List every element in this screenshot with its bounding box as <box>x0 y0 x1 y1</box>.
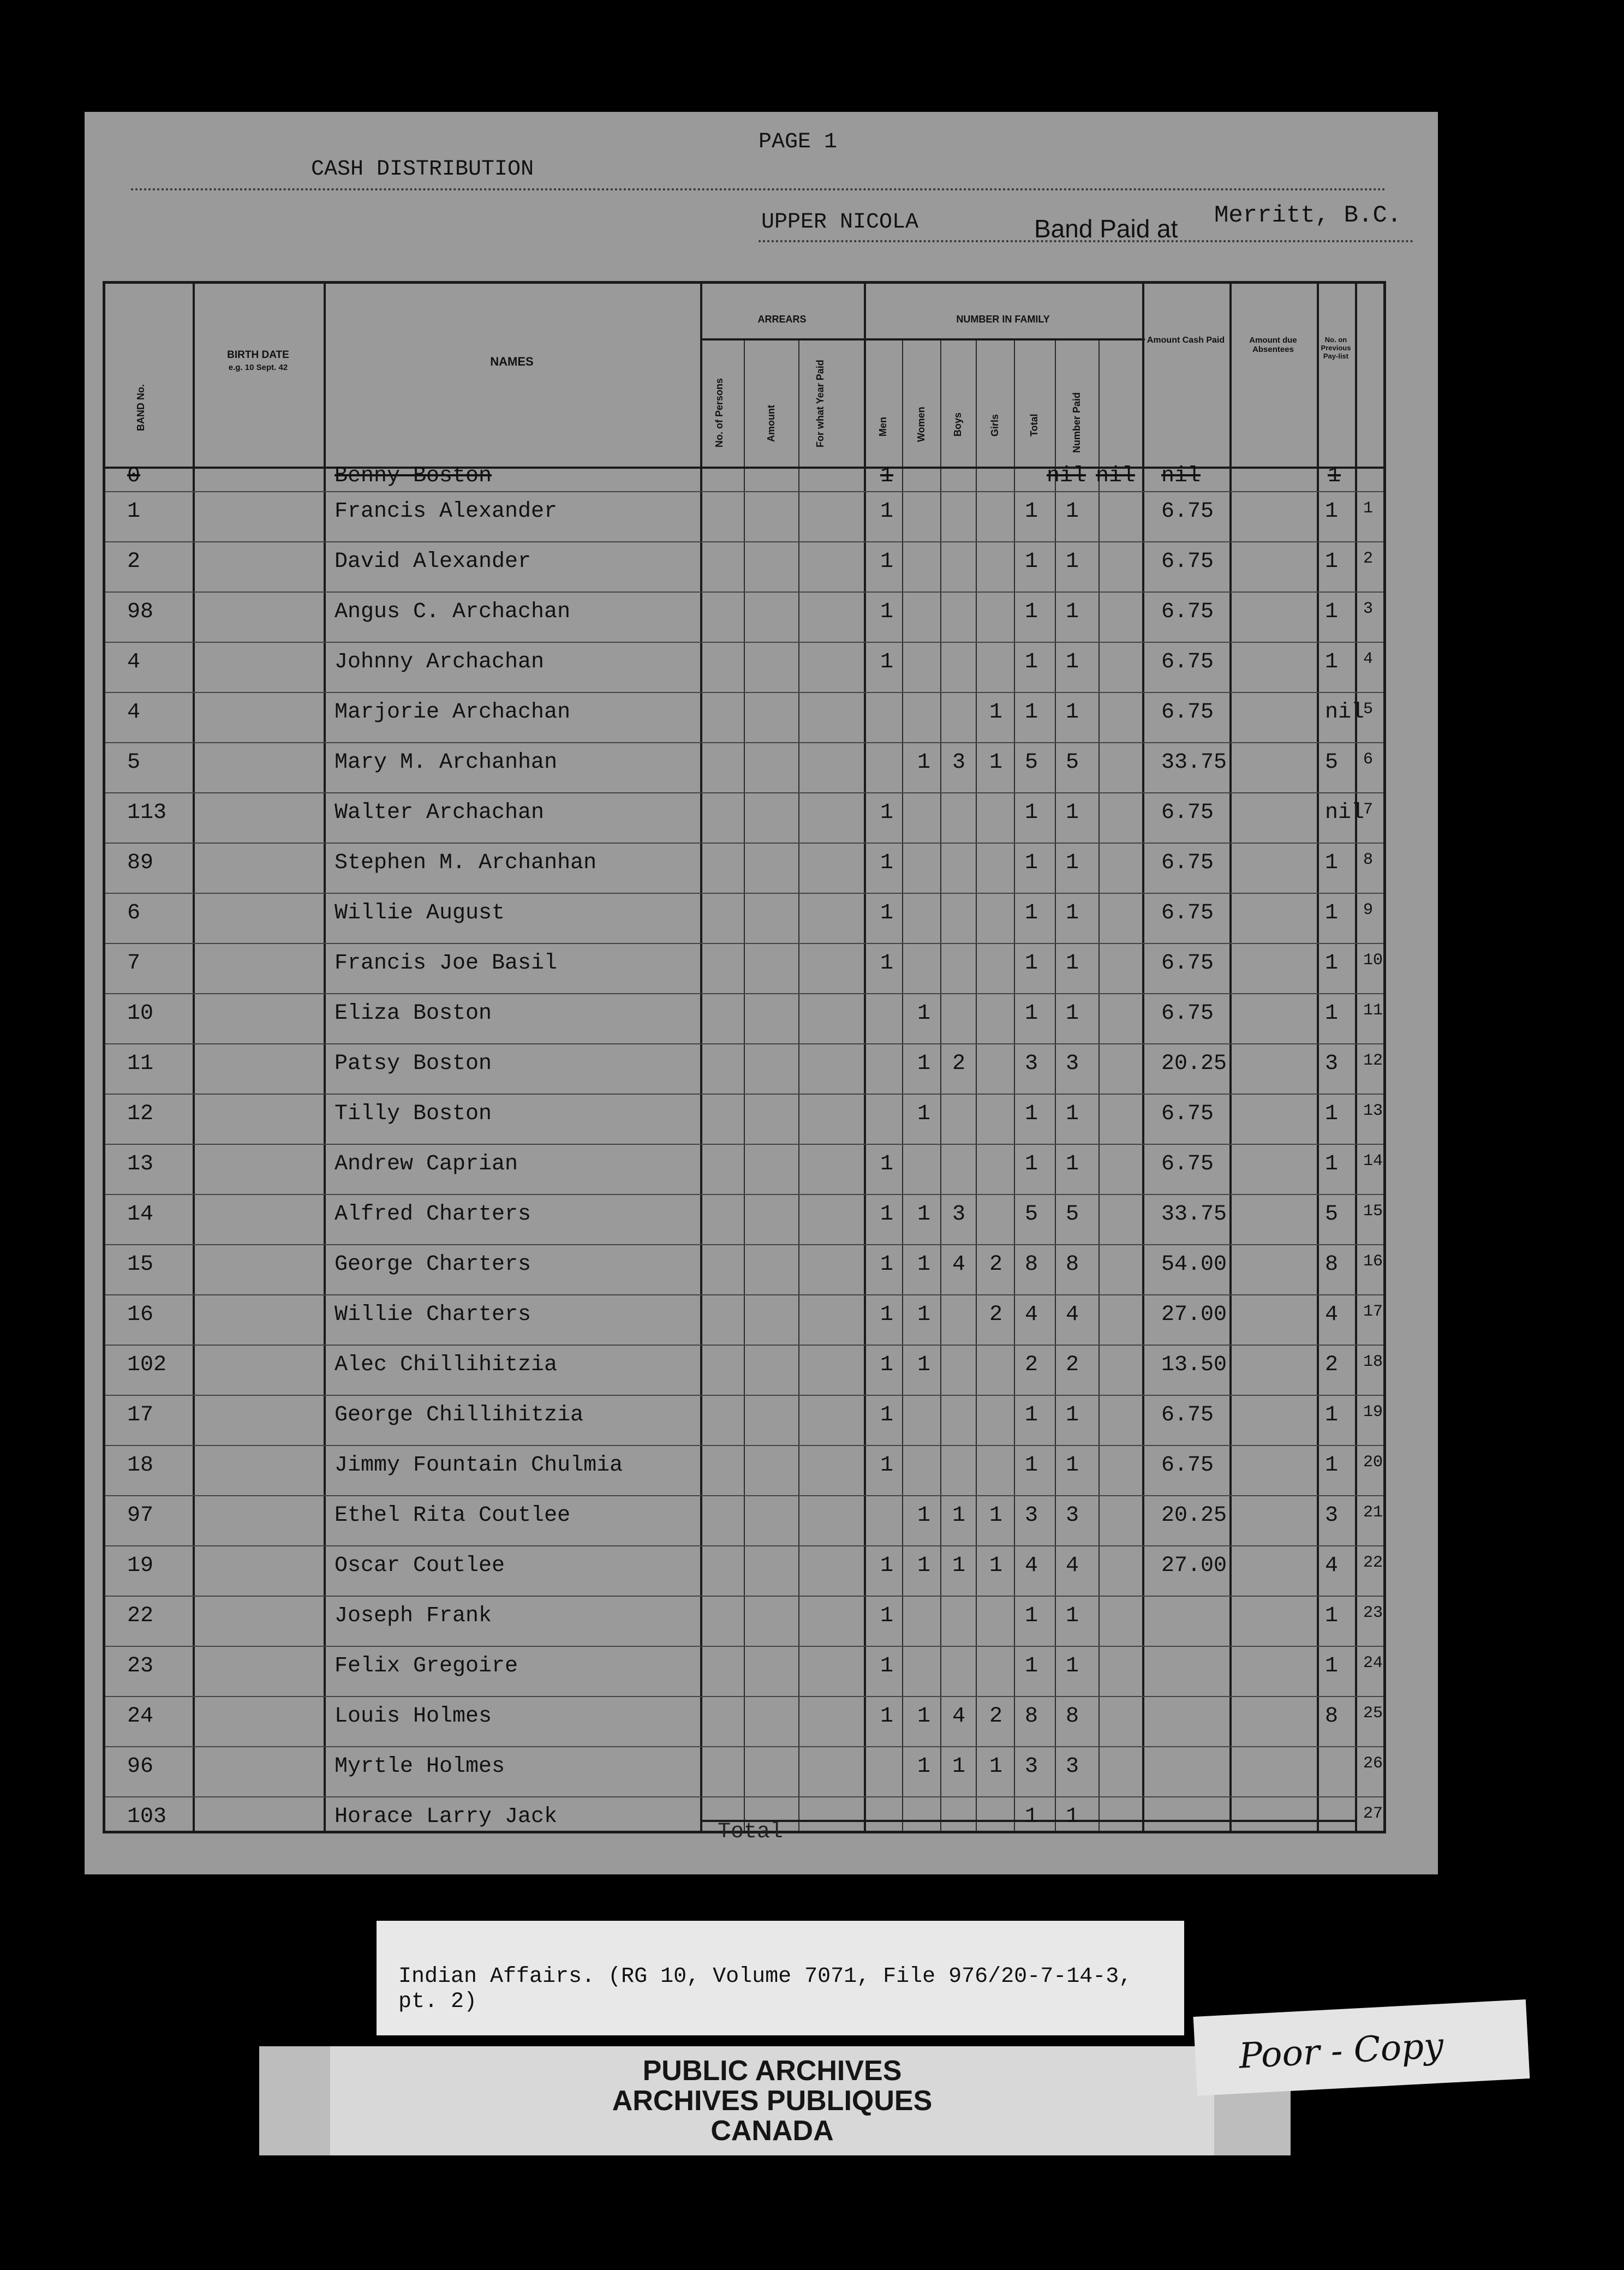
line-number: 22 <box>1363 1554 1383 1572</box>
number-paid: 1 <box>1066 1805 1079 1829</box>
women-count: 1 <box>917 1252 931 1277</box>
member-name: Francis Joe Basil <box>335 951 558 976</box>
total-count: 5 <box>1025 1202 1038 1227</box>
archives-line-1: PUBLIC ARCHIVES <box>642 2055 902 2087</box>
girls-count: 1 <box>989 700 1003 725</box>
member-name: Joseph Frank <box>335 1604 492 1628</box>
number-paid: 1 <box>1066 1453 1079 1478</box>
col-boys: Boys <box>952 412 963 437</box>
cash-paid: 6.75 <box>1161 1152 1214 1176</box>
member-name: Johnny Archachan <box>335 650 545 674</box>
previous-paylist: 1 <box>1325 600 1339 624</box>
boys-count: 1 <box>952 1754 966 1779</box>
men-count: 1 <box>880 1554 894 1578</box>
total-count: 5 <box>1025 750 1038 775</box>
cash-paid: 6.75 <box>1161 549 1214 574</box>
member-name: Horace Larry Jack <box>335 1805 558 1829</box>
previous-paylist: 2 <box>1325 1353 1339 1377</box>
men-count: 1 <box>880 1303 894 1327</box>
member-name: Walter Archachan <box>335 801 545 825</box>
cash-paid: 33.75 <box>1161 750 1227 775</box>
col-total: Total <box>1029 414 1040 437</box>
total-count: 1 <box>1025 1805 1038 1829</box>
line-number: 27 <box>1363 1805 1383 1823</box>
boys-count: 4 <box>952 1252 966 1277</box>
boys-count: 3 <box>952 1202 966 1227</box>
member-name: Francis Alexander <box>335 499 558 524</box>
number-paid: 1 <box>1066 951 1079 976</box>
line-number: 3 <box>1363 600 1374 618</box>
number-paid: 5 <box>1066 1202 1079 1227</box>
number-paid: 2 <box>1066 1353 1079 1377</box>
total-count: 1 <box>1025 1403 1038 1427</box>
cash-paid: 6.75 <box>1161 1001 1214 1026</box>
total-count: 1 <box>1025 901 1038 925</box>
total-count: 4 <box>1025 1554 1038 1578</box>
number-paid: 1 <box>1066 851 1079 875</box>
band-number: 22 <box>127 1604 154 1628</box>
girls-count: 2 <box>989 1303 1003 1327</box>
cash-paid: 27.00 <box>1161 1303 1227 1327</box>
number-paid: 1 <box>1066 801 1079 825</box>
boys-count: 4 <box>952 1704 966 1729</box>
men-count: 1 <box>880 1453 894 1478</box>
paid-at-value: Merritt, B.C. <box>1214 202 1402 229</box>
previous-paylist: 3 <box>1325 1052 1339 1076</box>
total-count: 8 <box>1025 1704 1038 1729</box>
band-number: 1 <box>127 499 141 524</box>
band-number: 11 <box>127 1052 154 1076</box>
men-count: 1 <box>880 1152 894 1176</box>
band-number: 97 <box>127 1503 154 1528</box>
previous-paylist: 1 <box>1325 1403 1339 1427</box>
member-name: Alfred Charters <box>335 1202 532 1227</box>
total-count: 1 <box>1025 549 1038 574</box>
total-count: 1 <box>1025 1654 1038 1678</box>
number-paid: 3 <box>1066 1052 1079 1076</box>
line-number: 24 <box>1363 1654 1383 1672</box>
previous-paylist: nil <box>1325 700 1365 725</box>
girls-count: 2 <box>989 1704 1003 1729</box>
number-paid: 1 <box>1066 700 1079 725</box>
previous-paylist: 1 <box>1325 1001 1339 1026</box>
total-count: 1 <box>1025 1604 1038 1628</box>
line-number: 18 <box>1363 1353 1383 1371</box>
women-count: 1 <box>917 1704 931 1729</box>
cash-paid: 27.00 <box>1161 1554 1227 1578</box>
band-number: 23 <box>127 1654 154 1678</box>
previous-paylist: 4 <box>1325 1303 1339 1327</box>
col-girls: Girls <box>989 414 1000 437</box>
line-number: 5 <box>1363 700 1374 719</box>
member-name: Andrew Caprian <box>335 1152 518 1176</box>
cash-paid: 20.25 <box>1161 1503 1227 1528</box>
band-number: 2 <box>127 549 141 574</box>
member-name: Marjorie Archachan <box>335 700 571 725</box>
cash-paid: 6.75 <box>1161 700 1214 725</box>
member-name: Willie August <box>335 901 505 925</box>
page-number: PAGE 1 <box>759 130 838 154</box>
line-number: 19 <box>1363 1403 1383 1421</box>
men-count: 1 <box>880 851 894 875</box>
total-count: 1 <box>1025 1453 1038 1478</box>
member-name: Patsy Boston <box>335 1052 492 1076</box>
archives-line-2: ARCHIVES PUBLIQUES <box>612 2085 933 2117</box>
women-count: 1 <box>917 1052 931 1076</box>
boys-count: 2 <box>952 1052 966 1076</box>
col-men: Men <box>877 417 888 437</box>
number-paid: 1 <box>1066 600 1079 624</box>
band-number: 98 <box>127 600 154 624</box>
band-number: 14 <box>127 1202 154 1227</box>
member-name: Oscar Coutlee <box>335 1554 505 1578</box>
member-name: Alec Chillihitzia <box>335 1353 558 1377</box>
girls-count: 1 <box>989 1554 1003 1578</box>
number-paid: 4 <box>1066 1303 1079 1327</box>
number-paid: 3 <box>1066 1754 1079 1779</box>
band-number: 13 <box>127 1152 154 1176</box>
line-number: 9 <box>1363 901 1374 919</box>
previous-paylist: 1 <box>1325 650 1339 674</box>
band-number: 16 <box>127 1303 154 1327</box>
band-number: 7 <box>127 951 141 976</box>
cash-paid: 6.75 <box>1161 499 1214 524</box>
band-number: 18 <box>127 1453 154 1478</box>
previous-paylist: 1 <box>1325 1604 1339 1628</box>
women-count: 1 <box>917 1503 931 1528</box>
line-number: 26 <box>1363 1754 1383 1773</box>
previous-paylist: 1 <box>1325 1453 1339 1478</box>
line-number: 15 <box>1363 1202 1383 1221</box>
girls-count: 1 <box>989 1754 1003 1779</box>
band-name: UPPER NICOLA <box>761 210 919 235</box>
men-count: 1 <box>880 951 894 976</box>
total-count: 1 <box>1025 650 1038 674</box>
total-count: 1 <box>1025 851 1038 875</box>
cash-paid: 6.75 <box>1161 1453 1214 1478</box>
band-number: 113 <box>127 801 167 825</box>
previous-paylist: 1 <box>1325 499 1339 524</box>
band-number: 6 <box>127 901 141 925</box>
cash-paid: 6.75 <box>1161 650 1214 674</box>
girls-count: 2 <box>989 1252 1003 1277</box>
col-arrears-persons: No. of Persons <box>714 378 725 447</box>
total-count: 1 <box>1025 700 1038 725</box>
member-name: Eliza Boston <box>335 1001 492 1026</box>
men-count: 1 <box>880 1654 894 1678</box>
women-count: 1 <box>917 1754 931 1779</box>
line-number: 13 <box>1363 1102 1383 1120</box>
number-paid: 1 <box>1066 1001 1079 1026</box>
previous-paylist: 1 <box>1325 1654 1339 1678</box>
band-number: 102 <box>127 1353 167 1377</box>
col-cash-paid: Amount Cash Paid <box>1147 336 1225 345</box>
total-count: 1 <box>1025 1152 1038 1176</box>
col-names: NAMES <box>490 355 534 368</box>
women-count: 1 <box>917 1303 931 1327</box>
cash-paid: 6.75 <box>1161 901 1214 925</box>
total-count: 8 <box>1025 1252 1038 1277</box>
member-name: Louis Holmes <box>335 1704 492 1729</box>
number-paid: 1 <box>1066 1654 1079 1678</box>
number-paid: 5 <box>1066 750 1079 775</box>
previous-paylist: 1 <box>1325 1102 1339 1126</box>
band-number: 4 <box>127 700 141 725</box>
girls-count: 1 <box>989 1503 1003 1528</box>
document-title: CASH DISTRIBUTION <box>311 157 534 182</box>
men-count: 1 <box>880 1252 894 1277</box>
col-number-paid: Number Paid <box>1071 392 1082 453</box>
number-paid: 1 <box>1066 499 1079 524</box>
line-number: 4 <box>1363 650 1374 668</box>
band-number: 15 <box>127 1252 154 1277</box>
col-arrears-year: For what Year Paid <box>815 360 826 447</box>
men-count: 1 <box>880 901 894 925</box>
women-count: 1 <box>917 1554 931 1578</box>
line-number: 21 <box>1363 1503 1383 1522</box>
number-paid: 3 <box>1066 1503 1079 1528</box>
member-name: Felix Gregoire <box>335 1654 518 1678</box>
band-number: 10 <box>127 1001 154 1026</box>
line-number: 10 <box>1363 951 1383 970</box>
member-name: Willie Charters <box>335 1303 532 1327</box>
cash-paid: 6.75 <box>1161 951 1214 976</box>
boys-count: 1 <box>952 1554 966 1578</box>
girls-count: 1 <box>989 750 1003 775</box>
member-name: Tilly Boston <box>335 1102 492 1126</box>
number-paid: 4 <box>1066 1554 1079 1578</box>
col-birth-date-example: e.g. 10 Sept. 42 <box>228 363 288 372</box>
member-name: Ethel Rita Coutlee <box>335 1503 571 1528</box>
boys-count: 1 <box>952 1503 966 1528</box>
number-paid: 1 <box>1066 1102 1079 1126</box>
archives-line-3: CANADA <box>710 2115 834 2147</box>
handwritten-note-card <box>1193 1999 1530 2096</box>
line-number: 11 <box>1363 1001 1383 1020</box>
member-name: Angus C. Archachan <box>335 600 571 624</box>
line-number: 14 <box>1363 1152 1383 1170</box>
previous-paylist: 8 <box>1325 1704 1339 1729</box>
previous-paylist: 8 <box>1325 1252 1339 1277</box>
band-number: 12 <box>127 1102 154 1126</box>
previous-paylist: 5 <box>1325 750 1339 775</box>
number-paid: 1 <box>1066 1604 1079 1628</box>
previous-paylist: 1 <box>1325 901 1339 925</box>
men-count: 1 <box>880 801 894 825</box>
total-count: 4 <box>1025 1303 1038 1327</box>
total-count: 2 <box>1025 1353 1038 1377</box>
col-number-in-family: NUMBER IN FAMILY <box>956 314 1050 325</box>
band-number: 96 <box>127 1754 154 1779</box>
cash-paid: 33.75 <box>1161 1202 1227 1227</box>
previous-paylist: 1 <box>1325 851 1339 875</box>
member-name: George Charters <box>335 1252 532 1277</box>
previous-paylist: 1 <box>1325 951 1339 976</box>
member-name: Jimmy Fountain Chulmia <box>335 1453 623 1478</box>
line-number: 7 <box>1363 801 1374 819</box>
previous-paylist: 4 <box>1325 1554 1339 1578</box>
col-band-no: BAND No. <box>135 384 146 431</box>
previous-paylist: 1 <box>1325 1152 1339 1176</box>
member-name: George Chillihitzia <box>335 1403 584 1427</box>
women-count: 1 <box>917 1353 931 1377</box>
number-paid: 1 <box>1066 650 1079 674</box>
cash-paid: 20.25 <box>1161 1052 1227 1076</box>
line-number: 2 <box>1363 549 1374 568</box>
line-number: 16 <box>1363 1252 1383 1271</box>
band-dotted-rule <box>759 240 1413 242</box>
men-count: 1 <box>880 600 894 624</box>
cash-paid: 6.75 <box>1161 801 1214 825</box>
men-count: 1 <box>880 1202 894 1227</box>
men-count: 1 <box>880 650 894 674</box>
women-count: 1 <box>917 750 931 775</box>
line-number: 20 <box>1363 1453 1383 1472</box>
previous-paylist: 3 <box>1325 1503 1339 1528</box>
total-count: 1 <box>1025 1001 1038 1026</box>
previous-paylist: nil <box>1325 801 1365 825</box>
previous-paylist: 1 <box>1325 549 1339 574</box>
cash-paid: 6.75 <box>1161 851 1214 875</box>
total-label: Total <box>718 1820 784 1844</box>
line-number: 6 <box>1363 750 1374 769</box>
member-name: Stephen M. Archanhan <box>335 851 597 875</box>
member-name: David Alexander <box>335 549 532 574</box>
archives-stamp <box>259 2046 1291 2155</box>
ledger-table: BAND No. BIRTH DATE e.g. 10 Sept. 42 NAMES ARREARS NUMBER IN FAMILY No. of Persons Amount For what Year Paid Men Women Boys Girls Total Number Paid Amount Cash Paid Amount due Absentees No. on Previous Pay-list 0 Benny Boston 1 nil nil nil 1 1 Francis Alexander 1 1 1 6.75 1 1 2 David Alexander 1 1 1 6.75 1 2 98 Angus C. Archachan 1 1 1 6.75 1 3 4 Johnny Archachan 1 1 1 6.75 1 4 4 Marjorie Archachan 1 1 1 6.75 nil 5 5 Mary M. Archanhan 1 3 1 5 5 33.75 5 6 113 Walter Archachan 1 1 1 6.75 nil 7 89 Stephen M. Archanhan 1 1 1 6.75 1 8 6 Willie August 1 1 1 6.75 1 9 7 Francis Joe Basil 1 1 1 6.75 1 10 10 Eliza Boston 1 1 1 6.75 1 11 11 Patsy Boston 1 2 3 3 20.25 3 12 12 Tilly Boston 1 1 1 6.75 1 13 13 Andrew Caprian 1 1 1 6.75 1 14 14 Alfred Charters 1 1 3 5 5 33.75 5 15 15 George Charters 1 1 4 2 8 8 54.00 8 16 16 Willie Charters 1 1 2 4 4 27.00 4 17 102 Alec Chillihitzia 1 1 2 2 13.50 2 18 17 George Chillihitzia 1 1 1 6.75 1 19 18 Jimmy Fountain Chulmia 1 1 1 6.75 1 20 97 Ethel Rita Coutlee 1 1 1 3 3 20.25 3 21 19 Oscar Coutlee 1 1 1 1 4 4 27.00 4 22 22 Joseph Frank 1 1 1 1 23 23 Felix Gregoire 1 1 1 1 24 24 Louis Holmes 1 1 4 2 8 8 8 25 96 Myrtle Holmes 1 1 1 3 3 26 103 Horace Larry Jack 1 1 27 <box>103 281 1386 1833</box>
handwritten-note: Poor - Copy <box>1238 2026 1445 2077</box>
number-paid: 1 <box>1066 1403 1079 1427</box>
col-arrears-amount: Amount <box>766 405 777 442</box>
women-count: 1 <box>917 1102 931 1126</box>
men-count: 1 <box>880 1353 894 1377</box>
total-count: 1 <box>1025 801 1038 825</box>
line-number: 1 <box>1363 499 1374 518</box>
cash-paid: 6.75 <box>1161 1403 1214 1427</box>
col-birth-date: BIRTH DATE <box>227 349 289 361</box>
band-number: 24 <box>127 1704 154 1729</box>
line-number: 25 <box>1363 1704 1383 1723</box>
number-paid: 1 <box>1066 901 1079 925</box>
previous-paylist: 5 <box>1325 1202 1339 1227</box>
total-count: 1 <box>1025 951 1038 976</box>
men-count: 1 <box>880 549 894 574</box>
col-absentees: Amount due Absentees <box>1249 336 1297 354</box>
total-count: 1 <box>1025 600 1038 624</box>
boys-count: 3 <box>952 750 966 775</box>
line-number: 12 <box>1363 1052 1383 1070</box>
source-reference: Indian Affairs. (RG 10, Volume 7071, File 976/20-7-14-3, pt. 2) <box>398 1964 1132 2014</box>
number-paid: 1 <box>1066 1152 1079 1176</box>
band-number: 89 <box>127 851 154 875</box>
line-number: 23 <box>1363 1604 1383 1622</box>
number-paid: 8 <box>1066 1704 1079 1729</box>
source-label-card <box>377 1921 1184 2035</box>
total-count: 1 <box>1025 499 1038 524</box>
band-number: 4 <box>127 650 141 674</box>
number-paid: 8 <box>1066 1252 1079 1277</box>
total-count: 3 <box>1025 1754 1038 1779</box>
cash-paid: 6.75 <box>1161 1102 1214 1126</box>
band-number: 103 <box>127 1805 167 1829</box>
line-number: 8 <box>1363 851 1374 869</box>
col-women: Women <box>916 407 927 442</box>
total-count: 3 <box>1025 1503 1038 1528</box>
men-count: 1 <box>880 1403 894 1427</box>
band-number: 5 <box>127 750 141 775</box>
member-name: Myrtle Holmes <box>335 1754 505 1779</box>
men-count: 1 <box>880 1704 894 1729</box>
paid-at-label: Band Paid at <box>1034 214 1178 243</box>
band-number: 19 <box>127 1554 154 1578</box>
band-number: 17 <box>127 1403 154 1427</box>
women-count: 1 <box>917 1001 931 1026</box>
member-name: Mary M. Archanhan <box>335 750 558 775</box>
title-dotted-rule <box>131 188 1386 190</box>
total-count: 3 <box>1025 1052 1038 1076</box>
men-count: 1 <box>880 499 894 524</box>
men-count: 1 <box>880 1604 894 1628</box>
col-previous-paylist: No. on Previous Pay-list <box>1321 336 1351 360</box>
line-number: 17 <box>1363 1303 1383 1321</box>
women-count: 1 <box>917 1202 931 1227</box>
col-arrears: ARREARS <box>757 314 807 325</box>
cash-paid: 54.00 <box>1161 1252 1227 1277</box>
cash-paid: 13.50 <box>1161 1353 1227 1377</box>
number-paid: 1 <box>1066 549 1079 574</box>
total-count: 1 <box>1025 1102 1038 1126</box>
cash-paid: 6.75 <box>1161 600 1214 624</box>
